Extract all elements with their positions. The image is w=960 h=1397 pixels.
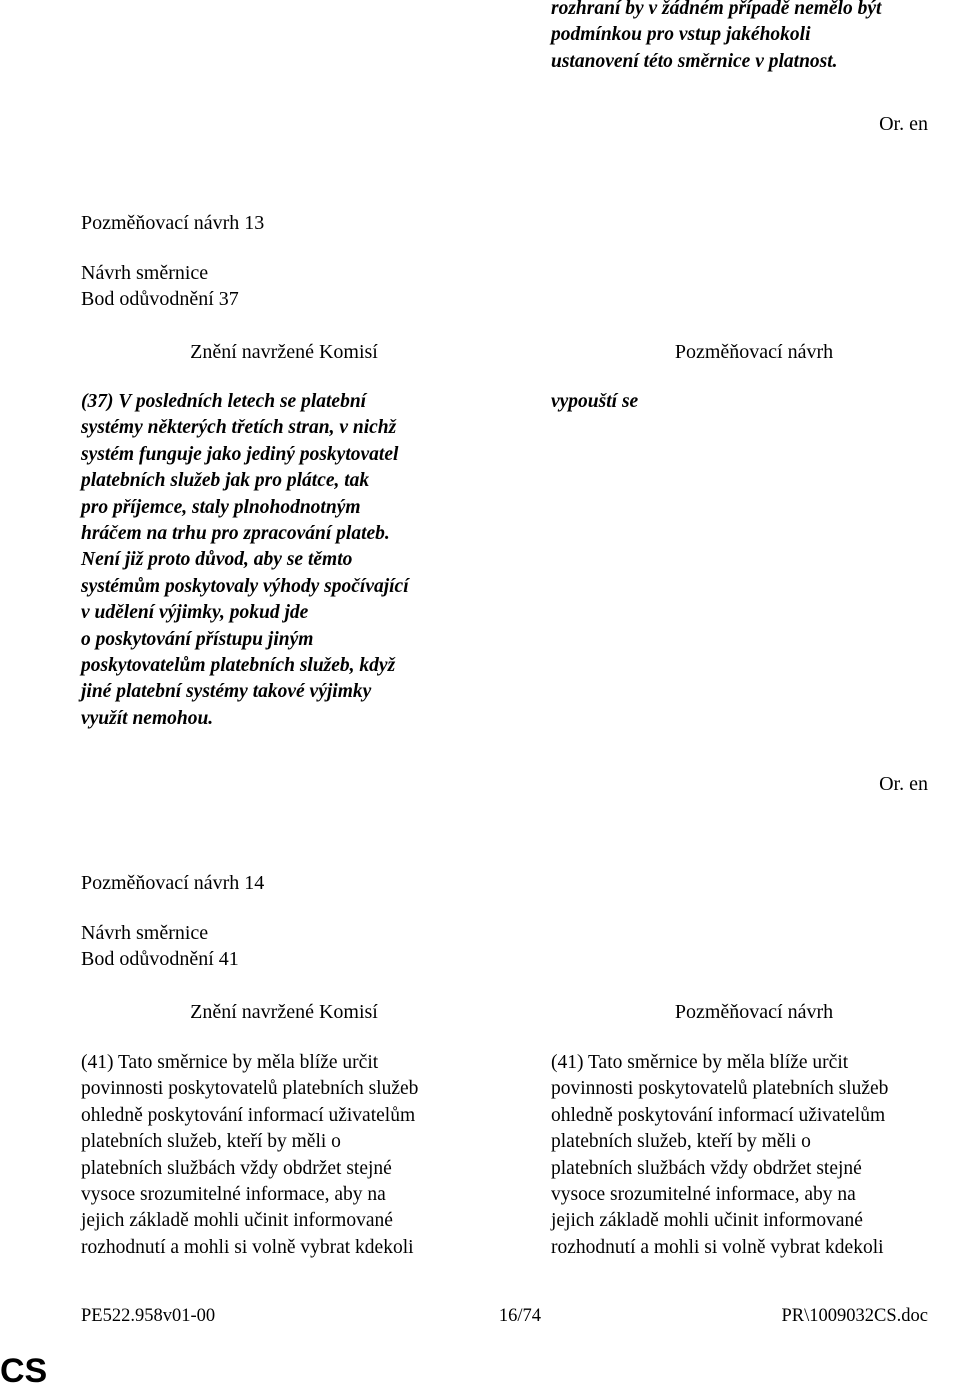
text-line: Není již proto důvod, aby se těmto — [81, 549, 353, 571]
language-code: CS — [0, 1352, 48, 1390]
text-line: hráčem na trhu pro zpracování plateb. — [81, 523, 390, 545]
text-line: v udělení výjimky, pokud jde — [81, 602, 309, 624]
footer-doc-code: PE522.958v01-00 — [81, 1306, 216, 1326]
continuation-text — [551, 0, 951, 75]
text-line: systém funguje jako jediný poskytovatel — [81, 443, 399, 465]
text-line: vysoce srozumitelné informace, aby na — [551, 1184, 856, 1206]
continuation-line: rozhraní by v žádném případě nemělo být — [551, 0, 882, 19]
text-line: platebních služeb, kteří by měli o — [551, 1131, 811, 1153]
text-line: systémům poskytovaly výhody spočívající — [81, 575, 409, 597]
text-line: o poskytování přístupu jiným — [81, 628, 314, 650]
amendment-title: Pozměňovací návrh 14 — [81, 872, 265, 894]
commission-text — [81, 389, 521, 732]
proposal-label: Návrh směrnice — [81, 262, 209, 284]
text-line: vypouští se — [551, 391, 639, 412]
text-line: povinnosti poskytovatelů platebních služeb — [81, 1078, 419, 1100]
recital-reference: Bod odůvodnění 41 — [81, 948, 239, 970]
recital-reference: Bod odůvodnění 37 — [81, 288, 239, 310]
text-line: rozhodnutí a mohli si volně vybrat kdekoli — [551, 1236, 884, 1258]
amendment-title: Pozměňovací návrh 13 — [81, 212, 265, 234]
text-line: platebních služeb, kteří by měli o — [81, 1131, 341, 1153]
text-line: využít nemohou. — [81, 707, 214, 729]
text-line: jejich základě mohli učinit informované — [551, 1210, 863, 1232]
amendment-text — [551, 389, 951, 415]
text-line: ohledně poskytování informací uživatelům — [81, 1104, 416, 1126]
text-line: ohledně poskytování informací uživatelům — [551, 1104, 886, 1126]
commission-text — [81, 1050, 521, 1261]
text-line: povinnosti poskytovatelů platebních služeb — [551, 1078, 889, 1100]
text-line: jiné platební systémy takové výjimky — [81, 681, 372, 703]
text-line: (37) V posledních letech se platební — [81, 391, 367, 412]
text-line: (41) Tato směrnice by měla blíže určit — [551, 1052, 849, 1073]
text-line: systémy některých třetích stran, v nichž — [81, 417, 397, 439]
continuation-line: podmínkou pro vstup jakéhokoli — [551, 24, 811, 46]
amendment-text — [551, 1050, 951, 1261]
column-header-amendment: Pozměňovací návrh — [674, 1001, 834, 1023]
column-header-commission: Znění navržené Komisí — [190, 341, 378, 363]
original-language-marker: Or. en — [879, 773, 928, 795]
text-line: platebních službách vždy obdržet stejné — [81, 1157, 392, 1179]
column-header-amendment: Pozměňovací návrh — [674, 341, 834, 363]
footer-page-number: 16/74 — [498, 1306, 542, 1326]
text-line: vysoce srozumitelné informace, aby na — [81, 1184, 386, 1206]
text-line: jejich základě mohli učinit informované — [81, 1210, 393, 1232]
continuation-line: ustanovení této směrnice v platnost. — [551, 50, 838, 72]
text-line: poskytovatelům platebních služeb, když — [81, 655, 396, 677]
text-line: platebních služeb jak pro plátce, tak — [81, 470, 370, 492]
text-line: pro příjemce, staly plnohodnotným — [81, 496, 361, 518]
text-line: rozhodnutí a mohli si volně vybrat kdekoli — [81, 1236, 414, 1258]
text-line: (41) Tato směrnice by měla blíže určit — [81, 1052, 379, 1073]
column-header-commission: Znění navržené Komisí — [190, 1001, 378, 1023]
footer-file-name: PR\1009032CS.doc — [781, 1306, 928, 1326]
proposal-label: Návrh směrnice — [81, 922, 209, 944]
text-line: platebních službách vždy obdržet stejné — [551, 1157, 862, 1179]
original-language-marker: Or. en — [879, 113, 928, 135]
